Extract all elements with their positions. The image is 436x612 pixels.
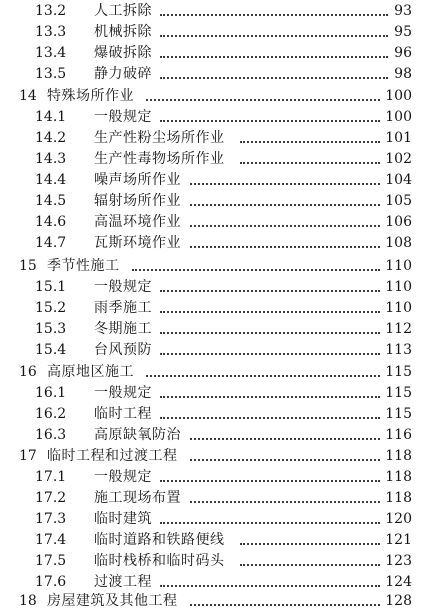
toc-entry-number: 16.1 — [35, 385, 67, 401]
toc-dot-leader — [240, 564, 380, 566]
toc-entry-title: 瓦斯环境作业 — [94, 235, 181, 251]
toc-entry-page: 100 — [385, 88, 412, 104]
toc-entry-page: 110 — [385, 258, 412, 274]
toc-entry-number: 14 — [19, 88, 37, 104]
toc-entry — [0, 212, 436, 233]
toc-entry — [0, 383, 436, 404]
toc-dot-leader — [160, 417, 380, 419]
toc-entry — [0, 107, 436, 128]
toc-entry-number: 14.4 — [35, 172, 67, 188]
toc-dot-leader — [190, 225, 380, 227]
toc-entry-number: 14.6 — [35, 214, 67, 230]
toc-dot-leader — [160, 522, 380, 524]
toc-entry — [0, 128, 436, 149]
toc-dot-leader — [160, 332, 380, 334]
toc-dot-leader — [190, 246, 380, 248]
toc-entry-number: 17.4 — [35, 532, 67, 548]
toc-entry-page: 100 — [385, 109, 412, 125]
toc-entry-page: 118 — [385, 490, 412, 506]
toc-dot-leader — [240, 162, 380, 164]
toc-entry-title: 一般规定 — [94, 109, 152, 125]
toc-dot-leader — [190, 501, 380, 503]
toc-entry-page: 108 — [385, 235, 412, 251]
toc-entry-number: 15.1 — [35, 279, 67, 295]
toc-entry — [0, 530, 436, 551]
toc-entry-number: 13.3 — [35, 24, 67, 40]
toc-entry-title: 特殊场所作业 — [47, 88, 134, 104]
toc-entry-page: 102 — [385, 151, 412, 167]
toc-entry-number: 13.5 — [35, 66, 67, 82]
toc-entry-title: 季节性施工 — [47, 258, 120, 274]
toc-entry-title: 临时工程 — [94, 406, 152, 422]
toc-dot-leader — [160, 14, 388, 16]
toc-entry-title: 人工拆除 — [94, 3, 152, 19]
toc-dot-leader — [160, 311, 380, 313]
toc-entry-title: 临时栈桥和临时码头 — [94, 553, 225, 569]
toc-entry-page: 118 — [385, 448, 412, 464]
toc-entry — [0, 404, 436, 425]
toc-chapter-entry — [0, 86, 436, 107]
toc-entry-title: 冬期施工 — [94, 321, 152, 337]
toc-entry-title: 高原缺氧防治 — [94, 427, 181, 443]
toc-dot-leader — [146, 99, 380, 101]
toc-entry — [0, 467, 436, 488]
toc-entry-title: 临时建筑 — [94, 511, 152, 527]
toc-entry-page: 120 — [385, 511, 412, 527]
toc-entry-number: 14.3 — [35, 151, 67, 167]
toc-dot-leader — [160, 353, 380, 355]
toc-entry-title: 一般规定 — [94, 469, 152, 485]
toc-entry-title: 临时工程和过渡工程 — [47, 448, 178, 464]
toc-entry — [0, 277, 436, 298]
toc-entry-number: 13.2 — [35, 3, 67, 19]
toc-entry-page: 115 — [385, 385, 412, 401]
toc-dot-leader — [240, 543, 380, 545]
toc-entry-page: 104 — [385, 172, 412, 188]
toc-entry-page: 118 — [385, 469, 412, 485]
toc-entry — [0, 233, 436, 254]
toc-chapter-entry — [0, 256, 436, 277]
toc-entry — [0, 64, 436, 85]
toc-entry-page: 93 — [394, 3, 412, 19]
toc-entry-page: 110 — [385, 300, 412, 316]
toc-entry-number: 14.7 — [35, 235, 67, 251]
toc-entry-number: 17.3 — [35, 511, 67, 527]
toc-dot-leader — [160, 396, 380, 398]
toc-entry-number: 14.2 — [35, 130, 67, 146]
toc-entry-title: 过渡工程 — [94, 574, 152, 590]
toc-entry — [0, 298, 436, 319]
toc-chapter-entry — [0, 591, 436, 612]
toc-dot-leader — [240, 141, 380, 143]
toc-entry-page: 124 — [385, 574, 412, 590]
toc-entry — [0, 572, 436, 593]
toc-entry-page: 115 — [385, 406, 412, 422]
toc-dot-leader — [190, 183, 380, 185]
toc-entry — [0, 488, 436, 509]
toc-dot-leader — [160, 56, 388, 58]
toc-entry-number: 18 — [19, 593, 37, 609]
toc-entry-number: 15 — [19, 258, 37, 274]
toc-entry-number: 17.2 — [35, 490, 67, 506]
toc-dot-leader — [160, 480, 380, 482]
toc-dot-leader — [146, 375, 380, 377]
toc-entry — [0, 425, 436, 446]
toc-entry-page: 96 — [394, 45, 412, 61]
toc-entry-title: 辐射场所作业 — [94, 193, 181, 209]
toc-entry-title: 房屋建筑及其他工程 — [47, 593, 178, 609]
toc-entry — [0, 319, 436, 340]
toc-entry-number: 17.5 — [35, 553, 67, 569]
toc-entry-number: 15.4 — [35, 342, 67, 358]
toc-entry-title: 雨季施工 — [94, 300, 152, 316]
toc-entry-title: 临时道路和铁路便线 — [94, 532, 225, 548]
toc-dot-leader — [132, 269, 380, 271]
toc-entry-page: 115 — [385, 364, 412, 380]
toc-entry-title: 生产性粉尘场所作业 — [94, 130, 225, 146]
toc-entry — [0, 149, 436, 170]
toc-entry-page: 128 — [385, 593, 412, 609]
toc-entry — [0, 43, 436, 64]
toc-entry-page: 98 — [394, 66, 412, 82]
toc-entry-number: 15.3 — [35, 321, 67, 337]
toc-entry-page: 105 — [385, 193, 412, 209]
toc-entry-page: 113 — [385, 342, 412, 358]
toc-entry-title: 机械拆除 — [94, 24, 152, 40]
toc-entry-page: 116 — [385, 427, 412, 443]
toc-dot-leader — [160, 585, 380, 587]
toc-entry-title: 静力破碎 — [94, 66, 152, 82]
toc-dot-leader — [190, 438, 380, 440]
toc-entry-number: 17 — [19, 448, 37, 464]
toc-dot-leader — [190, 204, 380, 206]
toc-entry-number: 14.5 — [35, 193, 67, 209]
toc-dot-leader — [160, 120, 380, 122]
toc-entry-title: 高温环境作业 — [94, 214, 181, 230]
toc-entry-page: 101 — [385, 130, 412, 146]
toc-entry-title: 高原地区施工 — [47, 364, 134, 380]
toc-entry-page: 106 — [385, 214, 412, 230]
toc-entry-title: 一般规定 — [94, 385, 152, 401]
toc-entry-title: 一般规定 — [94, 279, 152, 295]
toc-entry-page: 95 — [394, 24, 412, 40]
toc-dot-leader — [190, 459, 380, 461]
toc-dot-leader — [160, 77, 388, 79]
toc-entry-number: 17.6 — [35, 574, 67, 590]
toc-entry-title: 生产性毒物场所作业 — [94, 151, 225, 167]
toc-chapter-entry — [0, 446, 436, 467]
toc-entry — [0, 509, 436, 530]
toc-entry — [0, 170, 436, 191]
toc-entry-number: 17.1 — [35, 469, 67, 485]
toc-entry — [0, 551, 436, 572]
toc-entry-number: 16 — [19, 364, 37, 380]
toc-entry-title: 噪声场所作业 — [94, 172, 181, 188]
toc-dot-leader — [160, 35, 388, 37]
toc-entry-page: 110 — [385, 279, 412, 295]
toc-entry-title: 施工现场布置 — [94, 490, 181, 506]
toc-entry-page: 123 — [385, 553, 412, 569]
toc-entry-title: 爆破拆除 — [94, 45, 152, 61]
toc-entry — [0, 191, 436, 212]
toc-entry-number: 16.3 — [35, 427, 67, 443]
toc-dot-leader — [190, 604, 380, 606]
toc-entry-page: 112 — [385, 321, 412, 337]
toc-entry — [0, 1, 436, 22]
toc-entry-number: 13.4 — [35, 45, 67, 61]
toc-chapter-entry — [0, 362, 436, 383]
toc-entry-title: 台风预防 — [94, 342, 152, 358]
toc-dot-leader — [160, 290, 380, 292]
toc-entry-number: 14.1 — [35, 109, 67, 125]
toc-entry-number: 16.2 — [35, 406, 67, 422]
toc-entry-number: 15.2 — [35, 300, 67, 316]
toc-entry-page: 121 — [385, 532, 412, 548]
toc-entry — [0, 22, 436, 43]
toc-entry — [0, 340, 436, 361]
